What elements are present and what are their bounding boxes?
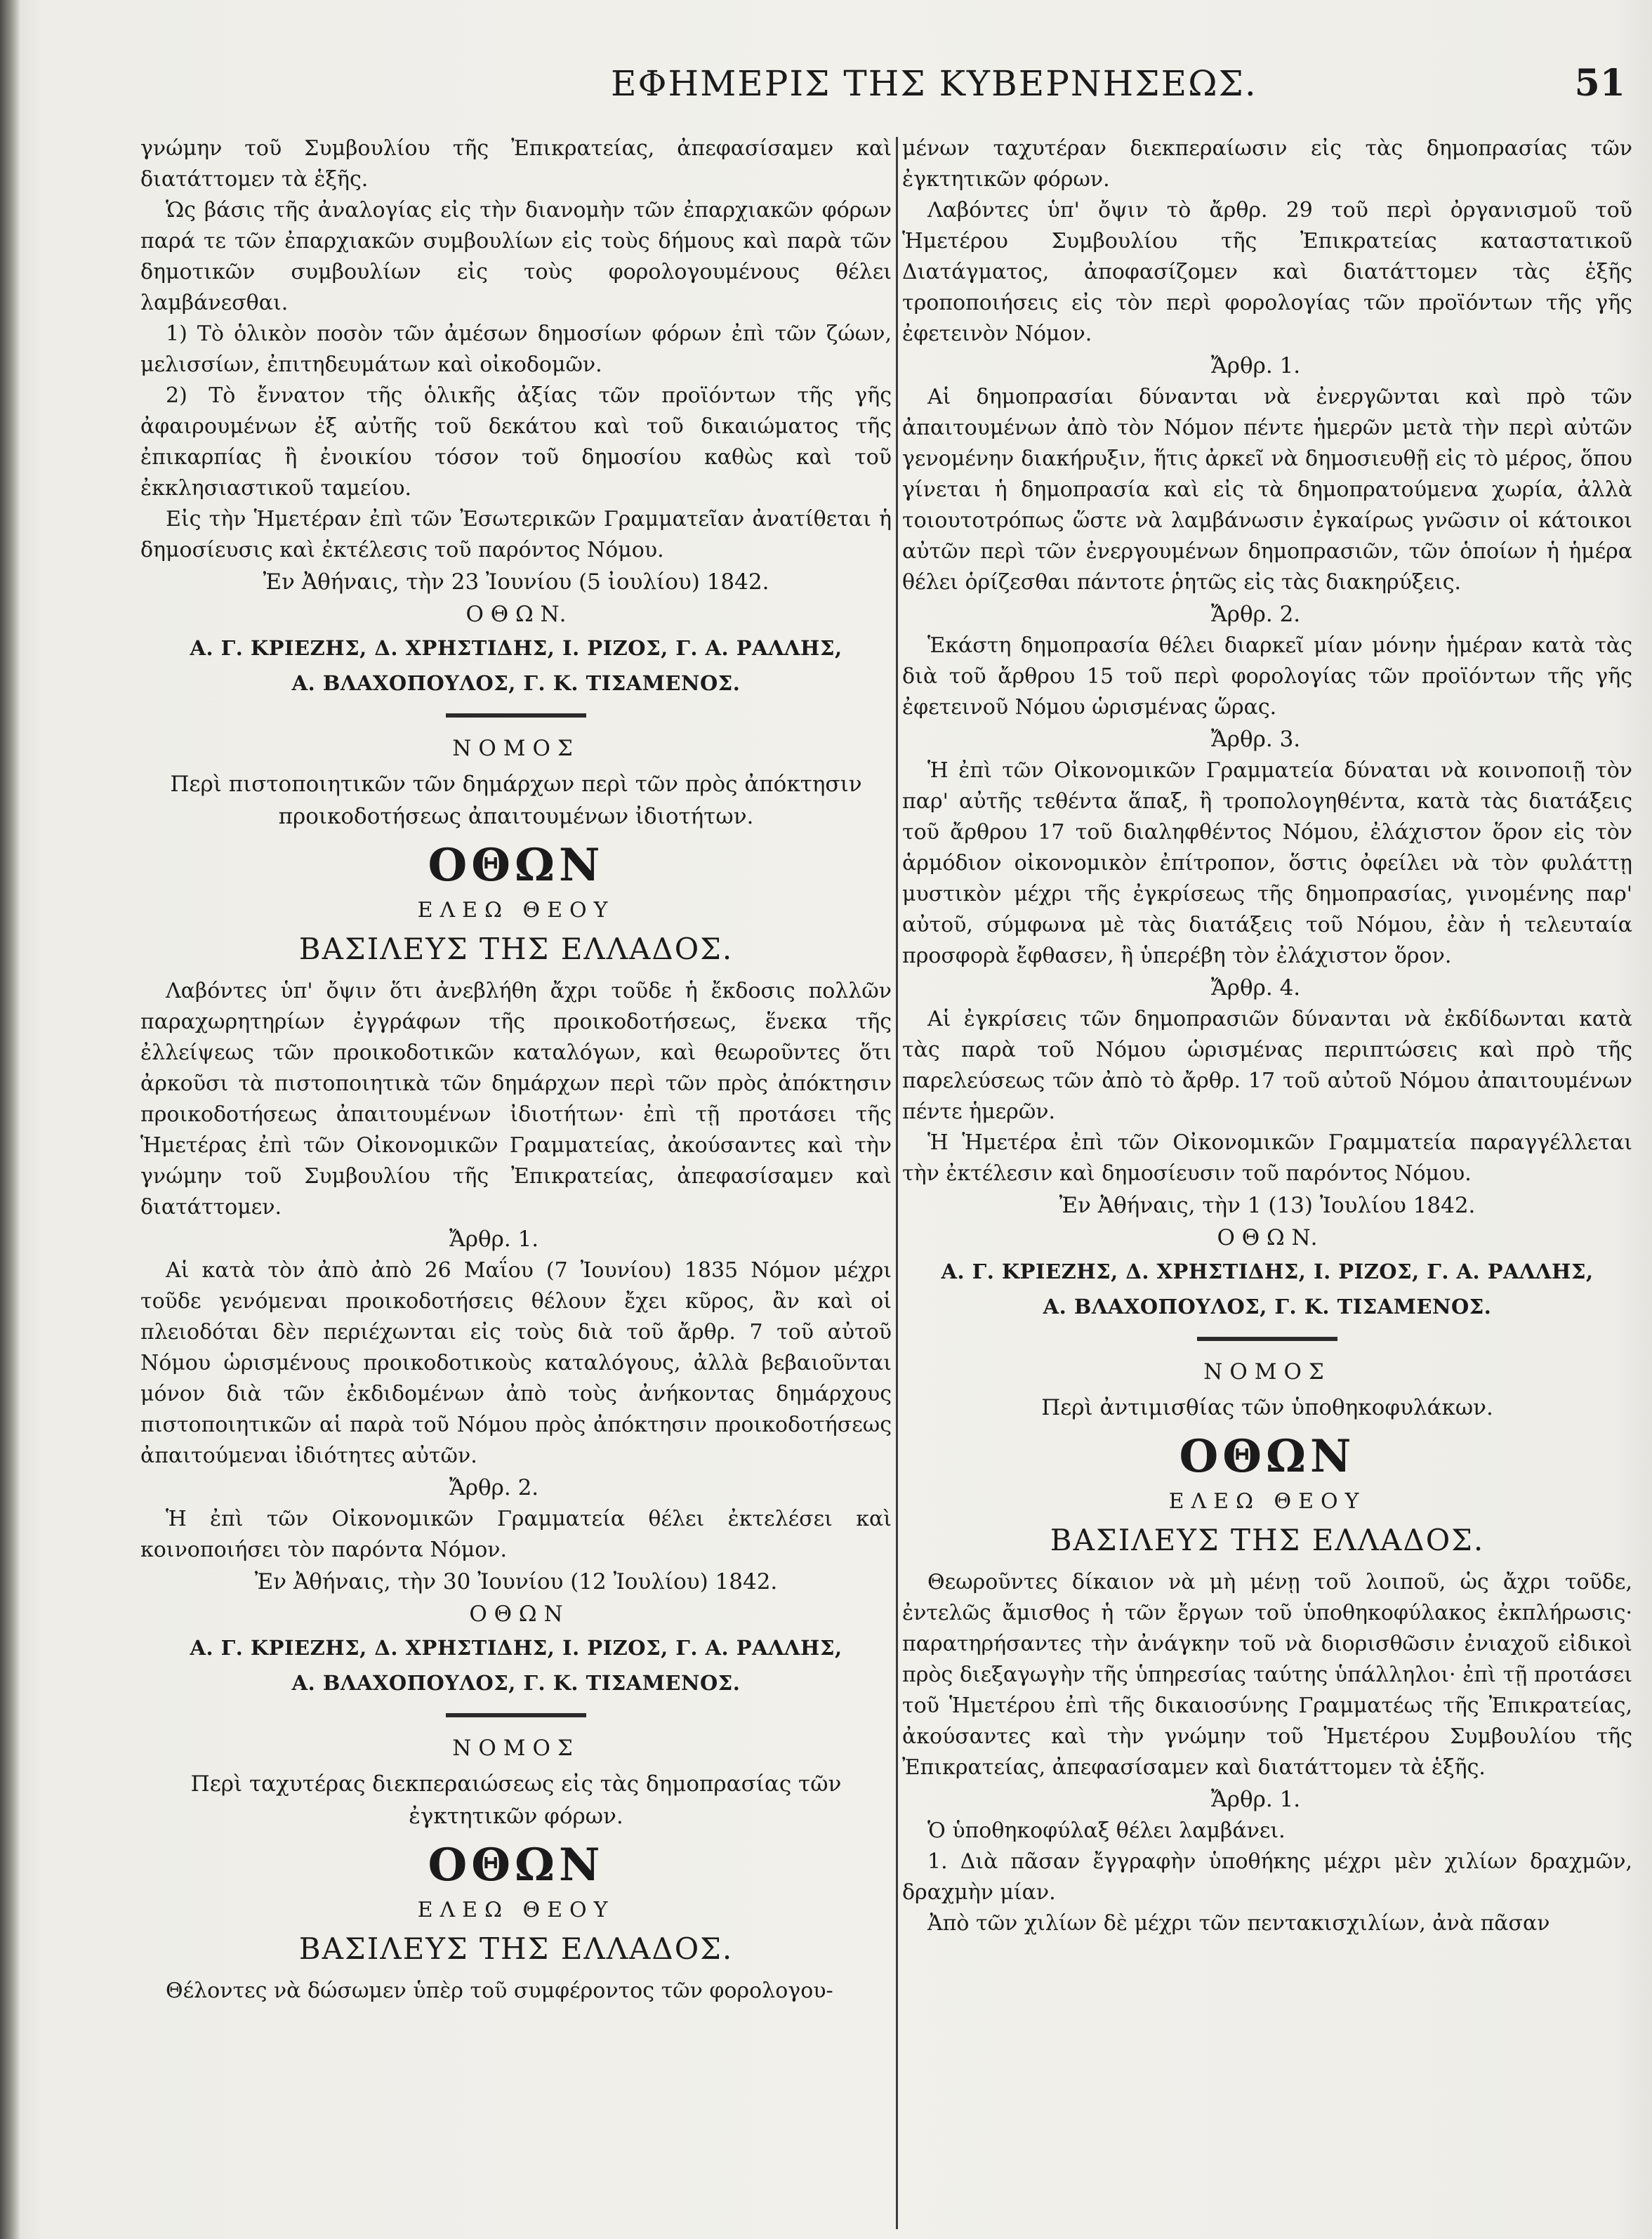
- paragraph: Αἱ ἐγκρίσεις τῶν δημοπρασιῶν δύνανται νὰ ἐκδίδωνται κατὰ τὰς παρὰ τοῦ Νόμου ὡρισμένας περιπτώσεις καὶ πρὸ τῆς παρελεύσεως τῶν ἀπὸ τὸ ἄρθρ. 17 τοῦ αὐτοῦ Νόμου ἀπαιτουμένων πέντε ἡμερῶν.: [902, 1007, 1632, 1124]
- king-title: ΒΑΣΙΛΕΥΣ ΤΗΣ ΕΛΛΑΔΟΣ.: [1050, 1523, 1485, 1557]
- paragraph: Θέλοντες νὰ δώσωμεν ὑπὲρ τοῦ συμφέροντος τῶν φορολογου-: [166, 1979, 833, 2003]
- grace-of-god-line: ΕΛΕΩ ΘΕΟΥ: [417, 898, 615, 923]
- right-column: [902, 133, 1632, 2229]
- king-title: ΒΑΣΙΛΕΥΣ ΤΗΣ ΕΛΛΑΔΟΣ.: [298, 932, 734, 966]
- left-column: [140, 133, 892, 2229]
- paragraph: Λαβόντες ὑπ' ὄψιν τὸ ἄρθρ. 29 τοῦ περὶ ὀργανισμοῦ τοῦ Ἡμετέρου Συμβουλίου τῆς Ἐπικρατείας καταστατικοῦ Διατάγματος, ἀποφασίζομεν καὶ διατάττομεν τὰς ἑξῆς τροποποιήσεις εἰς τὸν περὶ φορολογίας τῶν προϊόντων τῆς γῆς ἐφετεινὸν Νόμον.: [902, 198, 1632, 346]
- article-heading: Ἄρθρ. 3.: [1211, 727, 1301, 752]
- paragraph: Ἡ Ἡμετέρα ἐπὶ τῶν Οἰκονομικῶν Γραμματεία παραγγέλλεται τὴν ἐκτέλεσιν καὶ δημοσίευσιν τοῦ παρόντος Νόμου.: [902, 1130, 1632, 1186]
- paragraph: Ἑκάστη δημοπρασία θέλει διαρκεῖ μίαν μόνην ἡμέραν κατὰ τὰς διὰ τοῦ ἄρθρου 15 τοῦ περὶ φορολογίας τῶν προϊόντων τῆς γῆς ἐφετεινοῦ Νόμου ὡρισμένας ὥρας.: [902, 633, 1632, 720]
- article-heading: Ἄρθρ. 1.: [1211, 353, 1301, 378]
- paragraph: Ὡς βάσις τῆς ἀναλογίας εἰς τὴν διανομὴν τῶν ἐπαρχιακῶν φόρων παρά τε τῶν ἐπαρχιακῶν συμβουλίων εἰς τοὺς δήμους καὶ παρὰ τῶν δημοτικῶν συμβουλίων εἰς τοὺς φορολογουμένους θέλει λαμβάνεσθαι.: [140, 198, 892, 315]
- minister-signatures: Α. ΒΛΑΧΟΠΟΥΛΟΣ, Γ. Κ. ΤΙΣΑΜΕΝΟΣ.: [291, 1671, 741, 1695]
- paragraph: 2) Τὸ ἔννατον τῆς ὁλικῆς ἀξίας τῶν προϊόντων τῆς γῆς ἀφαιρουμένων ἐξ αὐτῆς τοῦ δεκάτου καὶ τοῦ δικαιώματος τῆς ἐπικαρπίας ἢ ἐνοικίου τόσον τοῦ δημοσίου καθὼς καὶ τοῦ ἐκκλησιαστικοῦ ταμείου.: [140, 383, 892, 501]
- article-heading: Ἄρθρ. 2.: [1211, 602, 1301, 627]
- paragraph: Ἡ ἐπὶ τῶν Οἰκονομικῶν Γραμματεία θέλει ἐκτελέσει καὶ κοινοποιήσει τὸν παρόντα Νόμον.: [140, 1507, 892, 1562]
- law-heading: ΝΟΜΟΣ: [452, 736, 580, 761]
- minister-signatures: Α. Γ. ΚΡΙΕΖΗΣ, Δ. ΧΡΗΣΤΙΔΗΣ, Ι. ΡΙΖΟΣ, Γ. Α. ΡΑΛΛΗΣ,: [190, 1636, 842, 1660]
- running-title: ΕΦΗΜΕΡΙΣ ΤΗΣ ΚΥΒΕΡΝΗΣΕΩΣ.: [611, 63, 1257, 104]
- section-rule: [446, 713, 586, 718]
- law-title: Περὶ ταχυτέρας διεκπεραιώσεως εἰς τὰς δημοπρασίας τῶν ἐγκτητικῶν φόρων.: [190, 1771, 842, 1829]
- king-name-heading: ΟΘΩΝ: [428, 839, 604, 892]
- law-title: Περὶ ἀντιμισθίας τῶν ὑποθηκοφυλάκων.: [1041, 1395, 1493, 1420]
- section-rule: [446, 1713, 586, 1717]
- paragraph: Ὁ ὑποθηκοφύλαξ θέλει λαμβάνει.: [927, 1818, 1286, 1843]
- grace-of-god-line: ΕΛΕΩ ΘΕΟΥ: [417, 1898, 615, 1922]
- king-signature: Ο Θ Ω Ν.: [465, 602, 567, 627]
- minister-signatures: Α. ΒΛΑΧΟΠΟΥΛΟΣ, Γ. Κ. ΤΙΣΑΜΕΝΟΣ.: [1043, 1295, 1492, 1319]
- paragraph: 1) Τὸ ὁλικὸν ποσὸν τῶν ἀμέσων δημοσίων φόρων ἐπὶ τῶν ζώων, μελισσίων, ἐπιτηδευμάτων καὶ οἰκοδομῶν.: [140, 322, 892, 377]
- article-heading: Ἄρθρ. 2.: [449, 1475, 539, 1500]
- paragraph: Ἡ ἐπὶ τῶν Οἰκονομικῶν Γραμματεία δύναται νὰ κοινοποιῇ τὸν παρ' αὐτῆς τεθέντα ἅπαξ, ἢ τροπολογηθέντα, κατὰ τὰς διατάξεις τοῦ ἄρθρου 17 τοῦ διαληφθέντος Νόμου, ἐλάχιστον ὅρον εἰς τὸν ἁρμόδιον οἰκονομικὸν ἐπίτροπον, ὅστις ὀφείλει νὰ τὸν φυλάττῃ μυστικὸν μέχρι τῆς ἐγκρίσεως τῆς δημοπρασίας, γινομένης παρ' αὐτοῦ, σύμφωνα μὲ τὰς διατάξεις τοῦ Νόμου, ἐὰν ἡ τελευταία προσφορὰ ἔφθασεν, ἢ ὑπερέβη τὸν ἐλάχιστον ὅρον.: [902, 758, 1632, 968]
- paragraph: Αἱ κατὰ τὸν ἀπὸ ἀπὸ 26 Μαΐου (7 Ἰουνίου) 1835 Νόμον μέχρι τοῦδε γενόμεναι προικοδοτήσεις θέλουν ἔχει κῦρος, ἂν καὶ οἱ πλειοδόται δὲν περιέχωνται εἰς τοὺς διὰ τοῦ ἄρθρ. 7 τοῦ αὐτοῦ Νόμου ὡρισμένους προικοδοτικοὺς καταλόγους, ἀλλὰ βεβαιοῦνται μόνον διὰ τῶν ἐκδιδομένων ἀπὸ τοὺς ἀνήκοντας δημάρχους πιστοποιητικῶν αἱ παρὰ τοῦ Νόμου πρὸς ἀπόκτησιν προικοδοτήσεως ἀπαιτούμεναι ἰδιότητες αὐτῶν.: [140, 1258, 892, 1468]
- law-heading: ΝΟΜΟΣ: [1203, 1359, 1331, 1385]
- king-name-heading: ΟΘΩΝ: [1179, 1430, 1356, 1483]
- paragraph: μένων ταχυτέραν διεκπεραίωσιν εἰς τὰς δημοπρασίας τῶν ἐγκτητικῶν φόρων.: [902, 136, 1632, 192]
- page-header: [0, 63, 1652, 126]
- paragraph: Εἰς τὴν Ἡμετέραν ἐπὶ τῶν Ἐσωτερικῶν Γραμματεῖαν ἀνατίθεται ἡ δημοσίευσις καὶ ἐκτέλεσις τοῦ παρόντος Νόμου.: [140, 507, 892, 562]
- book-spine-shadow: [0, 0, 20, 2239]
- date-line: Ἐν Ἀθήναις, τὴν 1 (13) Ἰουλίου 1842.: [1059, 1193, 1476, 1218]
- paragraph: Λαβόντες ὑπ' ὄψιν ὅτι ἀνεβλήθη ἄχρι τοῦδε ἡ ἔκδοσις πολλῶν παραχωρητηρίων ἐγγράφων τῆς προικοδοτήσεως, ἕνεκα τῆς ἐλλείψεως τῶν προικοδοτικῶν καταλόγων, καὶ θεωροῦντες ὅτι ἀρκοῦσι τὰ πιστοποιητικὰ τῶν δημάρχων περὶ τῶν πρὸς ἀπόκτησιν προικοδοτήσεως ἀπαιτουμένων ἰδιοτήτων· ἐπὶ τῇ προτάσει τῆς Ἡμετέρας ἐπὶ τῶν Οἰκονομικῶν Γραμματείας, ἀκούσαντες καὶ τὴν γνώμην τοῦ Συμβουλίου τῆς Ἐπικρατείας, ἀπεφασίσαμεν καὶ διατάττομεν.: [140, 979, 892, 1220]
- column-divider: [896, 137, 898, 2229]
- paragraph: γνώμην τοῦ Συμβουλίου τῆς Ἐπικρατείας, ἀπεφασίσαμεν καὶ διατάττομεν τὰ ἑξῆς.: [140, 136, 892, 192]
- section-rule: [1197, 1337, 1337, 1341]
- article-heading: Ἄρθρ. 1.: [449, 1227, 539, 1252]
- law-heading: ΝΟΜΟΣ: [452, 1736, 580, 1761]
- minister-signatures: Α. Γ. ΚΡΙΕΖΗΣ, Δ. ΧΡΗΣΤΙΔΗΣ, Ι. ΡΙΖΟΣ, Γ. Α. ΡΑΛΛΗΣ,: [941, 1260, 1594, 1283]
- paragraph: Θεωροῦντες δίκαιον νὰ μὴ μένῃ τοῦ λοιποῦ, ὡς ἄχρι τοῦδε, ἐντελῶς ἄμισθος ἡ τῶν ἔργων τοῦ ὑποθηκοφύλακος ἐκπλήρωσις· παρατηρήσαντες τὴν ἀνάγκην τοῦ νὰ διορισθῶσιν ἐνιαχοῦ εἰδικοὶ πρὸς διεξαγωγὴν τῆς ὑπηρεσίας ταύτης ὑπάλληλοι· ἐπὶ τῇ προτάσει τοῦ Ἡμετέρου ἐπὶ τῆς δικαιοσύνης Γραμματέως τῆς Ἐπικρατείας, ἀκούσαντες καὶ τὴν γνώμην τοῦ Ἡμετέρου Συμβουλίου τῆς Ἐπικρατείας, ἀπεφασίσαμεν καὶ διατάττομεν τὰ ἑξῆς.: [902, 1570, 1632, 1780]
- law-title: Περὶ πιστοποιητικῶν τῶν δημάρχων περὶ τῶν πρὸς ἀπόκτησιν προικοδοτήσεως ἀπαιτουμένων ἰδιοτήτων.: [170, 772, 862, 829]
- paragraph: 1. Διὰ πᾶσαν ἔγγραφὴν ὑποθήκης μέχρι μὲν χιλίων δραχμῶν, δραχμὴν μίαν.: [902, 1849, 1632, 1905]
- king-name-heading: ΟΘΩΝ: [428, 1839, 604, 1891]
- king-title: ΒΑΣΙΛΕΥΣ ΤΗΣ ΕΛΛΑΔΟΣ.: [298, 1931, 734, 1966]
- king-signature: Ο Θ Ω Ν.: [1217, 1225, 1318, 1250]
- page-number: 51: [1574, 62, 1625, 105]
- minister-signatures: Α. ΒΛΑΧΟΠΟΥΛΟΣ, Γ. Κ. ΤΙΣΑΜΕΝΟΣ.: [291, 671, 741, 695]
- grace-of-god-line: ΕΛΕΩ ΘΕΟΥ: [1168, 1489, 1366, 1514]
- paragraph: Αἱ δημοπρασίαι δύνανται νὰ ἐνεργῶνται καὶ πρὸ τῶν ἀπαιτουμένων ἀπὸ τὸν Νόμον πέντε ἡμερῶν μετὰ τὴν περὶ αὐτῶν γενομένην διακήρυξιν, ἥτις ἀρκεῖ νὰ δημοσιευθῇ εἰς τὸ μέρος, ὅπου γίνεται ἡ δημοπρασία καὶ εἰς τὰ δημοπρατούμενα χωρία, ἀλλὰ τοιουτοτρόπως ὥστε νὰ λαμβάνωσιν ἐγκαίρως γνῶσιν οἱ κάτοικοι αὐτῶν περὶ τῶν ἐνεργουμένων δημοπρασιῶν, τῶν ὁποίων ἡ ἡμέρα θέλει ὁρίζεσθαι πάντοτε ῥητῶς εἰς τὰς διακηρύξεις.: [902, 385, 1632, 595]
- article-heading: Ἄρθρ. 4.: [1211, 975, 1301, 1000]
- king-signature: Ο Θ Ω Ν: [469, 1601, 563, 1627]
- date-line: Ἐν Ἀθήναις, τὴν 30 Ἰουνίου (12 Ἰουλίου) 1842.: [254, 1569, 778, 1594]
- minister-signatures: Α. Γ. ΚΡΙΕΖΗΣ, Δ. ΧΡΗΣΤΙΔΗΣ, Ι. ΡΙΖΟΣ, Γ. Α. ΡΑΛΛΗΣ,: [190, 636, 842, 660]
- article-heading: Ἄρθρ. 1.: [1211, 1787, 1301, 1812]
- paragraph: Ἀπὸ τῶν χιλίων δὲ μέχρι τῶν πεντακισχιλίων, ἀνὰ πᾶσαν: [927, 1911, 1550, 1936]
- date-line: Ἐν Ἀθήναις, τὴν 23 Ἰουνίου (5 ἰουλίου) 1842.: [263, 569, 769, 595]
